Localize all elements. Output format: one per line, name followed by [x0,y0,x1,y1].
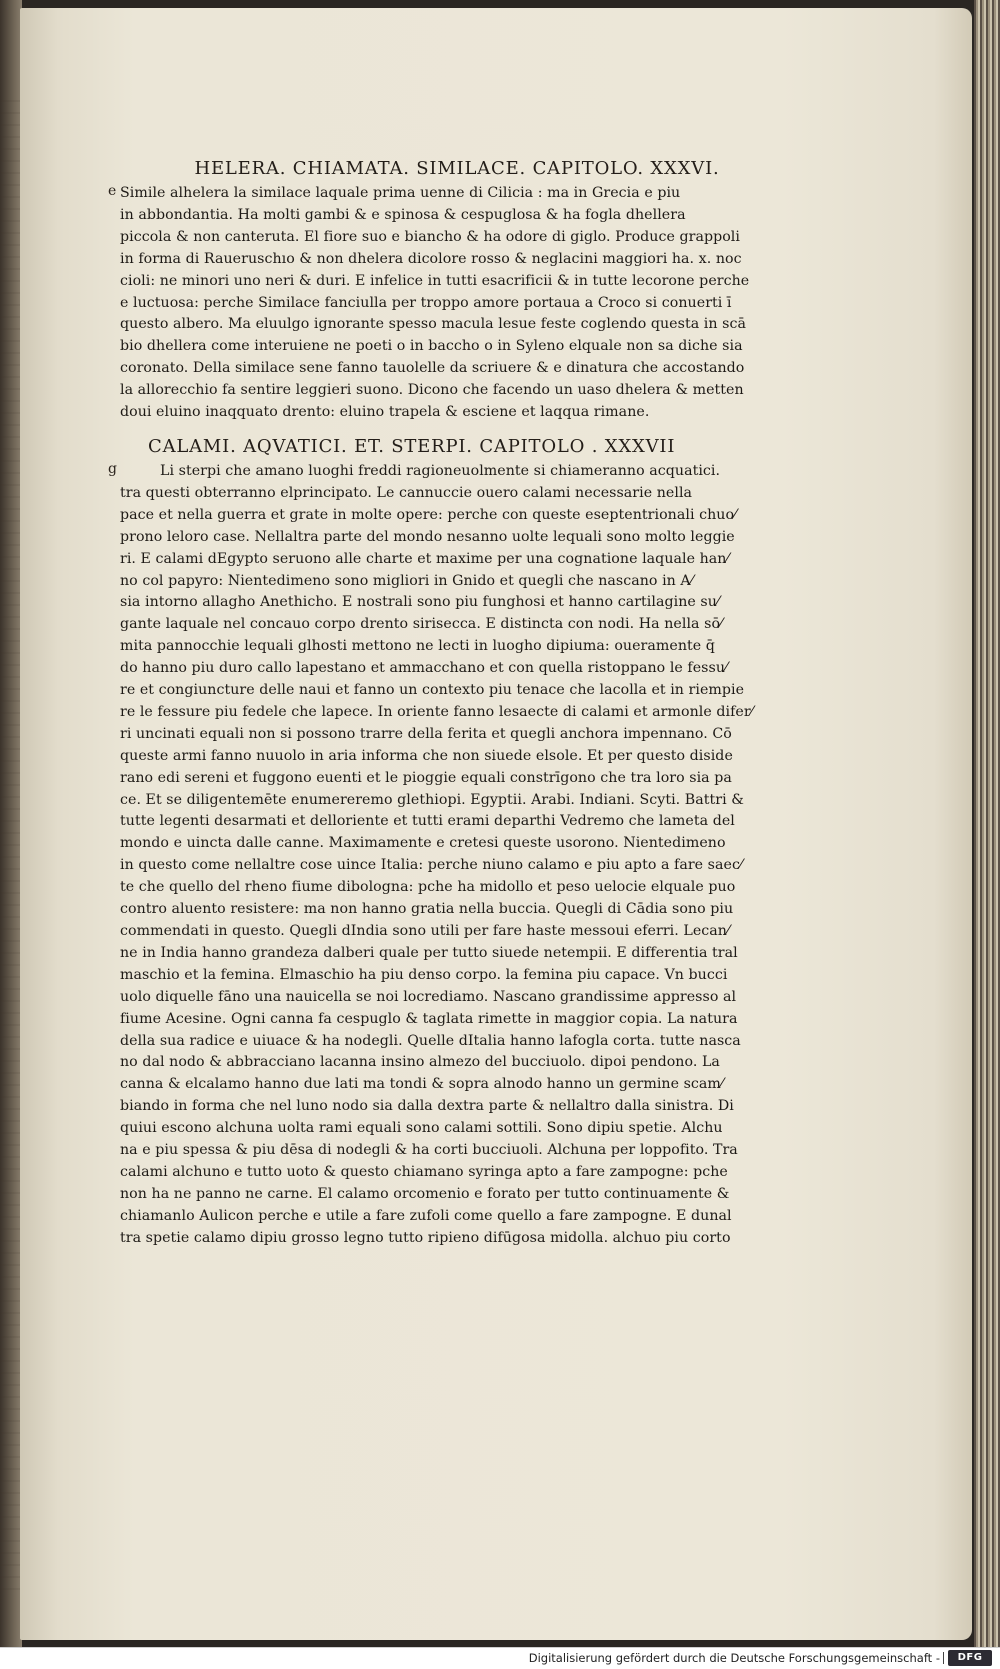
text-line: rano edi sereni et fuggono euenti et le pioggie equali constrīgono che tra loro sia pa [120,769,732,786]
text-line: Li sterpi che amano luoghi freddi ragioneuolmente si chiameranno acquatici. [160,462,721,479]
text-line: ri. E calami dEgypto seruono alle charte et maxime per una cognatione laquale han⁄ [120,550,729,567]
text-line: no dal nodo & abbracciano lacanna insino almezo del bucciuolo. dipoi pendono. La [120,1054,720,1071]
text-line: canna & elcalamo hanno due lati ma tondi & sopra alnodo hanno un germine scam⁄ [120,1076,724,1093]
text-line: uolo diquelle fāno una nauicella se noi locrediamo. Nascano grandissime appresso al [120,988,737,1005]
text-line: in abbondantia. Ha molti gambi & e spinosa & cespuglosa & ha fogla dhellera [120,206,686,223]
text-line: in forma di Raueruschıo & non dhelera dicolore rosso & neglacini maggiori ha. x. noc [120,250,742,267]
text-line: commendati in questo. Quegli dIndia sono utili per fare haste messoui eferri. Lecan⁄ [120,923,730,939]
text-line: mondo e uincta dalle canne. Maximamente e cretesi queste usorono. Nientedimeno [120,835,726,852]
text-line: contro aluento resistere: ma non hanno gratia nella buccia. Quegli di Cādia sono piu [120,901,734,918]
text-line: tra spetie calamo dipiu grosso legno tutto ripieno difūgosa midolla. alchuo piu corto [120,1229,731,1246]
facing-page-edge [0,90,22,1590]
text-line: pace et nella guerra et grate in molte opere: perche con queste eseptentrionali chuo⁄ [120,506,737,523]
section-similace [108,183,748,424]
guide-letter: g [108,460,117,477]
chapter-heading-36: HELERA. CHIAMATA. SIMILACE. CAPITOLO. XXXVI. [194,158,720,179]
text-line: tra questi obterranno elprincipato. Le cannuccie ouero calami necessarie nella [120,484,693,501]
text-line: e luctuosa: perche Similace fanciulla per troppo amore portaua a Croco si conuerti ī [120,294,732,311]
text-block [108,158,754,1250]
text-line: ce. Et se diligentemēte enumereremo glethiopi. Egyptii. Arabi. Indiani. Scyti. Battri & [120,791,744,808]
text-line: bio dhellera come interuiene ne poeti o in baccho o in Syleno elquale non sa diche sia [120,338,743,355]
book-binding-left [0,0,22,1648]
text-line: queste armi fanno nuuolo in aria informa che non siuede elsole. Et per questo diside [120,747,733,764]
text-line: la allorecchio fa sentire leggieri suono. Dicono che facendo un uaso dhelera & metten [120,382,744,399]
text-line: cioli: ne minori uno neri & duri. E infelice in tutti esacrificii & in tutte lecorone perche [120,272,750,289]
text-line: mita pannocchie lequali glhosti mettono ne lecti in luogho dipiuma: oueramente q̄ [120,638,715,655]
book-page [20,8,972,1640]
paragraph-lines [108,461,754,1250]
text-line: na e piu spessa & piu dēsa di nodegli & ha corti bucciuoli. Alchuna per loppofito. Tra [120,1142,738,1159]
text-line: fiume Acesine. Ogni canna fa cespuglo & taglata rimette in maggior copia. La natura [120,1010,738,1027]
text-line: re le fessure piu fedele che lapece. In oriente fanno lesaecte di calami et armonle difer⁄ [120,703,754,720]
text-line: no col papyro: Nientedimeno sono migliori in Gnido et quegli che nascano in A⁄ [120,572,694,589]
text-line: Simile alhelera la similace laquale prima uenne di Cilicia : ma in Grecia e piu [120,185,681,201]
chapter-heading-37: CALAMI. AQVATICI. ET. STERPI. CAPITOLO . XXXVII [148,435,676,457]
digitization-footer [0,1647,1000,1669]
separator [943,1652,944,1664]
text-line: gante laquale nel concauo corpo drento sirisecca. E distincta con nodi. Ha nella sō⁄ [120,616,723,633]
text-line: te che quello del rheno fiume dibologna: pche ha midollo et peso uelocie elquale puo [120,879,736,896]
dfg-logo: DFG [948,1650,992,1666]
text-line: coronato. Della similace sene fanno tauolelle da scriuere & e dinatura che accostando [120,360,745,377]
text-line: ri uncinati equali non si possono trarre della ferita et quegli anchora impennano. Cō [120,725,732,742]
text-line: chiamanlo Aulicon perche e utile a fare zufoli come quello a fare zampogne. E dunal [120,1207,732,1224]
text-line: quiui escono alchuna uolta rami equali sono calami sottili. Sono dipiu spetie. Alchu [120,1120,723,1137]
text-line: biando in forma che nel luno nodo sia dalla dextra parte & nellaltro dalla sinistra. Di [120,1098,734,1115]
guide-letter: e [108,183,117,199]
text-line: do hanno piu duro callo lapestano et ammacchano et con quella ristoppano le fessu⁄ [120,660,728,677]
funding-credit: Digitalisierung gefördert durch die Deutsche Forschungsgemeinschaft - [528,1651,940,1665]
text-line: prono leloro case. Nellaltra parte del mondo nesanno uolte lequali sono molto leggie [120,528,735,545]
text-line: ne in India hanno grandeza dalberi quale per tutto siuede netempii. E differentia tral [120,944,738,961]
text-line: re et congiuncture delle naui et fanno un contexto piu tenace che lacolla et in riempie [120,682,745,699]
text-line: piccola & non canteruta. El fiore suo e biancho & ha odore di giglo. Produce grappoli [120,228,740,245]
text-line: maschio et la femina. Elmaschio ha piu denso corpo. la femina piu capace. Vn bucci [120,966,728,983]
text-line: in questo come nellaltre cose uince Italia: perche niuno calamo e piu apto a fare saec⁄ [120,857,743,874]
text-line: questo albero. Ma eluulgo ignorante spesso macula lesue feste coglendo questa in scā [120,316,746,333]
text-line: tutte legenti desarmati et delloriente et tutti erami departhi Vedremo che lameta del [120,813,735,830]
text-line: calami alchuno e tutto uoto & questo chiamano syringa apto a fare zampogne: pche [120,1163,728,1180]
paragraph-lines [108,183,748,424]
page-stack-edge [974,0,1000,1648]
text-line: doui eluino inaqquato drento: eluino trapela & esciene et laqqua rimane. [120,404,650,421]
section-calami [108,460,754,1250]
text-line: della sua radice e uiuace & ha nodegli. Quelle dItalia hanno lafogla corta. tutte nasca [120,1032,741,1049]
text-line: sia intorno allagho Anethicho. E nostrali sono piu funghosi et hanno cartilagine su⁄ [120,594,720,611]
text-line: non ha ne panno ne carne. El calamo orcomenio e forato per tutto continuamente & [120,1185,730,1202]
